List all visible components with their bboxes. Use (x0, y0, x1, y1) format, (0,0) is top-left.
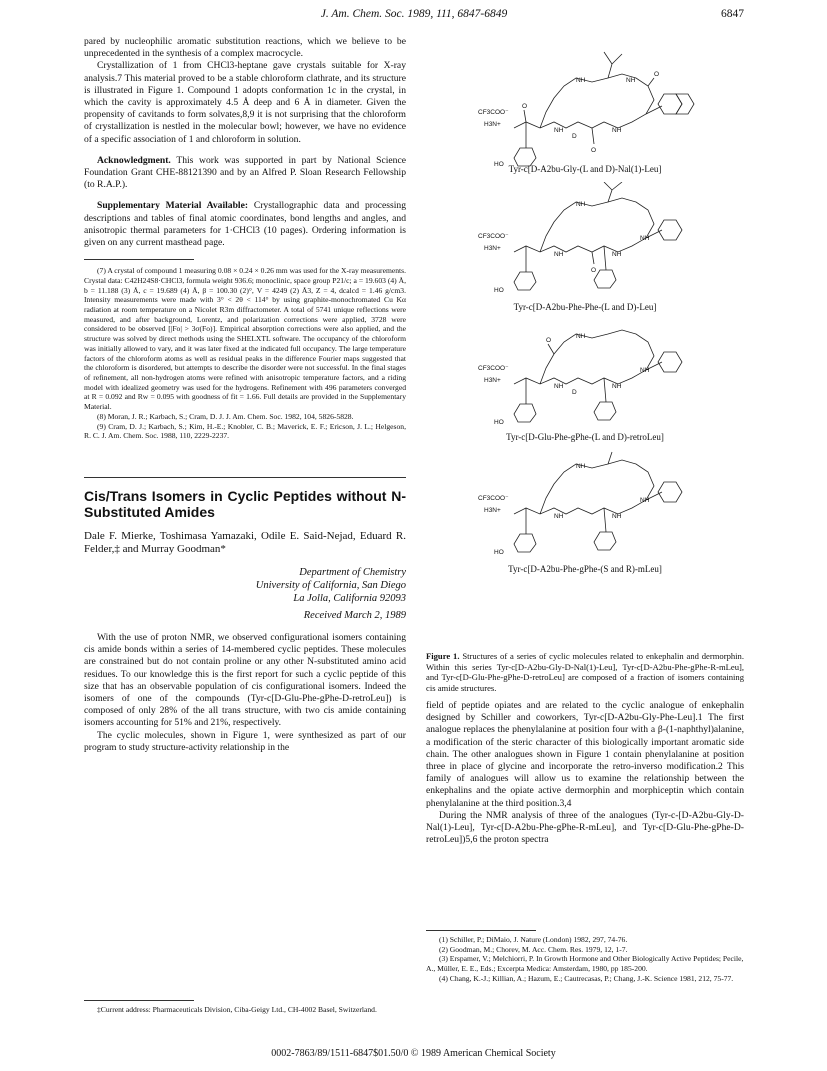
structure-4 (426, 450, 744, 568)
atom-label: HO (494, 161, 504, 168)
structure-label: Tyr-c[D-Glu-Phe-gPhe-(L and D)-retroLeu] (506, 432, 664, 442)
atom-label: O (654, 71, 660, 78)
structure-diagram (426, 320, 744, 438)
atom-label: NH (576, 333, 586, 340)
atom-label: NH (554, 383, 564, 390)
atom-label: H3N+ (484, 507, 501, 514)
structure-diagram (426, 450, 744, 568)
paragraph: During the NMR analysis of three of the analogues (Tyr-c-[D-A2bu-Gly-D-Nal(1)-Leu], Tyr-c[D-A2bu-Phe-gPhe-R-mLeu], and Tyr-c[D-Glu-Phe-gPhe-D-retroLeu])5,6 the proton spectra (426, 809, 744, 846)
page-footer: 0002-7863/89/1511-6847$01.50/0 © 1989 American Chemical Society (271, 1048, 556, 1059)
atom-label: O (591, 267, 597, 274)
paragraph: Crystallization of 1 from CHCl3-heptane gave crystals suitable for X-ray analysis.7 This material proved to be a stable chloroform clathrate, and its structure is illustrated in Figure 1. Compound 1 adopts conformation 1c in the crystal, in which the cavity is approximately 4.5 Å deep and 6 Å in diameter. Given the propensity of cavitands to form solvates,8,9 it is not surprising that the chloroform of crystallization is nestled in the molecular bowl; however, we have no evidence of a specific association of 1 and chloroform in solution. (84, 60, 406, 145)
footnote-8: (8) Moran, J. R.; Karbach, S.; Cram, D. J. J. Am. Chem. Soc. 1982, 104, 5826-5828. (97, 411, 354, 421)
atom-label: NH (640, 367, 650, 374)
atom-label: H3N+ (484, 121, 501, 128)
atom-label: NH (612, 251, 622, 258)
atom-label: D (572, 133, 577, 140)
figure-1 (426, 36, 744, 574)
structure-label: Tyr-c[D-A2bu-Gly-(L and D)-Nal(1)-Leu] (508, 164, 662, 174)
structure-2 (426, 182, 744, 310)
page-header (84, 8, 744, 28)
atom-label: HO (494, 287, 504, 294)
atom-label: NH (612, 127, 622, 134)
ack-heading: Acknowledgment. (97, 154, 171, 166)
atom-label: H3N+ (484, 245, 501, 252)
footnote-9: (9) Cram, D. J.; Karbach, S.; Kim, H.-E.; Knobler, C. B.; Maverick, E. F.; Ericson, J. L.; Helgeson, R. C. J. Am. Chem. Soc. 1988, 110, 2229-2237. (84, 421, 406, 441)
structure-diagram (426, 182, 744, 310)
affil-univ: University of California, San Diego (255, 579, 406, 591)
atom-label: NH (576, 77, 586, 84)
atom-label: CF3COO⁻ (478, 365, 509, 372)
atom-label: NH (554, 127, 564, 134)
paragraph: field of peptide opiates and are related to the cyclic analogue of enkephalin designed by Schiller and coworkers, Tyr-c[D-A2bu-Gly-Phe-Leu].1 The first analogue replaces the phenylalanine at position four with a β-(1-naphthyl)alanine, a modification of the steric character of this biologically important aromatic side chain. The other analogues shown in Figure 1 contain phenylalanine at position three in place of glycine and incorporate the retro-inverso modification.2 This family of analogues will allow us to examine the relationship between the enkephalins and the opiate active dermorphin and morphiceptin which contain phenylalanine at the third position.3,4 (426, 700, 744, 809)
atom-label: O (591, 147, 597, 154)
footnote-7: (7) A crystal of compound 1 measuring 0.08 × 0.24 × 0.26 mm was used for the X-ray measurements. Crystal data: C42H24S8·CHCl3, formula weight 936.6; monoclinic, space group P21/c; a = 19.603 (4) Å, b = 11.188 (3) Å, c = 19.689 (4) Å, β = 100.30 (2)°, V = 4249 (2) Å3, Z = 4, dcalcd = 1.46 g/cm3. Intensity measurements were made with 3° < 2θ < 114° by using graphite-monochromated Cu Kα radiation at room temperature on a Nicolet R3m diffractometer. A total of 5741 unique reflections were measured, and after background, Lorentz, and polarization corrections were applied, 3728 were considered to be observed [|Fo| > 3σ(Fo)]. Empirical absorption corrections were also applied, and the structure was solved by direct methods using the SHELXTL software. The occupancy of the chloroform was initially allowed to vary, and it was later fixed at the indicated full occupancy. The large temperature factors of the chloroform atoms as well as residual peaks in the difference Fourier maps suggested that the chloroform is disordered, but attempts to describe the disorder were not successful. In the final stages of refinement, all non-hydrogen atoms were refined with anisotropic temperature factors, and a riding model with idealized geometry was used for the hydrogens. Refinement with 496 parameters converged at R = 0.092 and Rw = 0.095 with goodness of fit = 1.66. Full details are provided in the Supplementary Material. (84, 266, 406, 412)
footnote-rule (84, 1000, 194, 1001)
left-column (84, 36, 406, 754)
atom-label: NH (576, 201, 586, 208)
paragraph: With the use of proton NMR, we observed configurational isomers containing cis amide bonds within a series of 14-membered cyclic peptides. These molecules are constrained but do not contain proline or any other N-substituted amino acid residues. To our knowledge this is the first report for such a cyclic peptide of this size that has an observable population of cis configurational isomers. Indeed the isomers of one of the compounds (Tyr-c[D-Glu-Phe-gPhe-D-retroLeu]) is composed of only 28% of the all trans structure, with two cis amide containing isomers accounting for 51% and 21%, respectively. (84, 631, 406, 729)
atom-label: NH (612, 383, 622, 390)
reference-2: (2) Goodman, M.; Chorev, M. Acc. Chem. Res. 1979, 12, 1-7. (439, 944, 628, 954)
atom-label: O (522, 103, 528, 110)
footnote-rule (84, 259, 194, 260)
page-number: 6847 (721, 8, 744, 20)
structure-1 (426, 36, 744, 168)
affil-city: La Jolla, California 92093 (293, 592, 406, 604)
supp-heading: Supplementary Material Available: (97, 200, 249, 212)
acknowledgment (84, 155, 406, 192)
left-footnote (84, 1000, 406, 1015)
section-rule (84, 477, 406, 478)
ack-text: This work was supported in part by National Science Foundation Grant CHE-88121390 and by an Alfred P. Sloan Research Fellowship (to R.A.P.). (84, 154, 406, 191)
footnote-rule (426, 930, 536, 931)
figure-caption (426, 651, 744, 693)
atom-label: CF3COO⁻ (478, 233, 509, 240)
affil-dept: Department of Chemistry (299, 566, 406, 578)
structure-label: Tyr-c[D-A2bu-Phe-gPhe-(S and R)-mLeu] (508, 564, 662, 574)
atom-label: D (572, 389, 577, 396)
atom-label: NH (640, 235, 650, 242)
supplementary-material (84, 200, 406, 249)
right-column (426, 700, 744, 846)
structure-3 (426, 320, 744, 438)
supp-text: Crystallographic data and processing descriptions and tables of final atomic coordinates, bond lengths and angles, and anisotropic thermal parameters for 1·CHCl3 (10 pages). Ordering information is given on any current masthead page. (84, 200, 406, 249)
atom-label: NH (612, 513, 622, 520)
structure-diagram (426, 36, 744, 168)
atom-label: HO (494, 419, 504, 426)
atom-label: NH (626, 77, 636, 84)
atom-label: O (546, 337, 552, 344)
footnote-current-address: ‡Current address: Pharmaceuticals Division, Ciba-Geigy Ltd., CH-4002 Basel, Switzerland. (97, 1005, 377, 1014)
reference-3: (3) Erspamer, V.; Melchiorri, P. In Growth Hormone and Other Biologically Active Peptides; Pecile, A., Müller, E. E., Eds.; Excerpta Medica: Amsterdam, 1980, pp 185-200. (426, 954, 744, 974)
authors: Dale F. Mierke, Toshimasa Yamazaki, Odile E. Said-Nejad, Eduard R. Felder,‡ and Murray Goodman* (84, 529, 406, 555)
atom-label: CF3COO⁻ (478, 109, 509, 116)
caption-text: Structures of a series of cyclic molecules related to enkephalin and dermorphin. Within this series Tyr-c[D-A2bu-Gly-D-Nal(1)-Leu], Tyr-c[D-A2bu-Phe-gPhe-R-mLeu], and Tyr-c[D-Glu-Phe-gPhe-D-retroLeu] are composed of a fraction of isomers containing cis amide structures. (426, 651, 744, 693)
caption-heading: Figure 1. (426, 651, 460, 661)
atom-label: H3N+ (484, 377, 501, 384)
paragraph: The cyclic molecules, shown in Figure 1, were synthesized as part of our program to study structure-activity relationship in the (84, 729, 406, 753)
atom-label: NH (640, 497, 650, 504)
received-date: Received March 2, 1989 (303, 609, 406, 621)
atom-label: NH (576, 463, 586, 470)
affiliation (84, 566, 406, 605)
paragraph: pared by nucleophilic aromatic substitution reactions, which we believe to be unprecedented in the synthesis of a complex macrocycle. (84, 36, 406, 60)
journal-citation: J. Am. Chem. Soc. 1989, 111, 6847-6849 (320, 8, 508, 20)
article-title: Cis/Trans Isomers in Cyclic Peptides without N-Substituted Amides (84, 487, 406, 520)
reference-1: (1) Schiller, P.; DiMaio, J. Nature (London) 1982, 297, 74-76. (439, 935, 628, 944)
atom-label: CF3COO⁻ (478, 495, 509, 502)
atom-label: HO (494, 549, 504, 556)
structure-label: Tyr-c[D-A2bu-Phe-Phe-(L and D)-Leu] (513, 302, 657, 312)
reference-4: (4) Chang, K.-J.; Killian, A.; Hazum, E.; Cautrecasas, P.; Chang, J.-K. Science 1981, 212, 75-77. (439, 973, 734, 983)
references (426, 930, 744, 984)
atom-label: NH (554, 513, 564, 520)
atom-label: NH (554, 251, 564, 258)
